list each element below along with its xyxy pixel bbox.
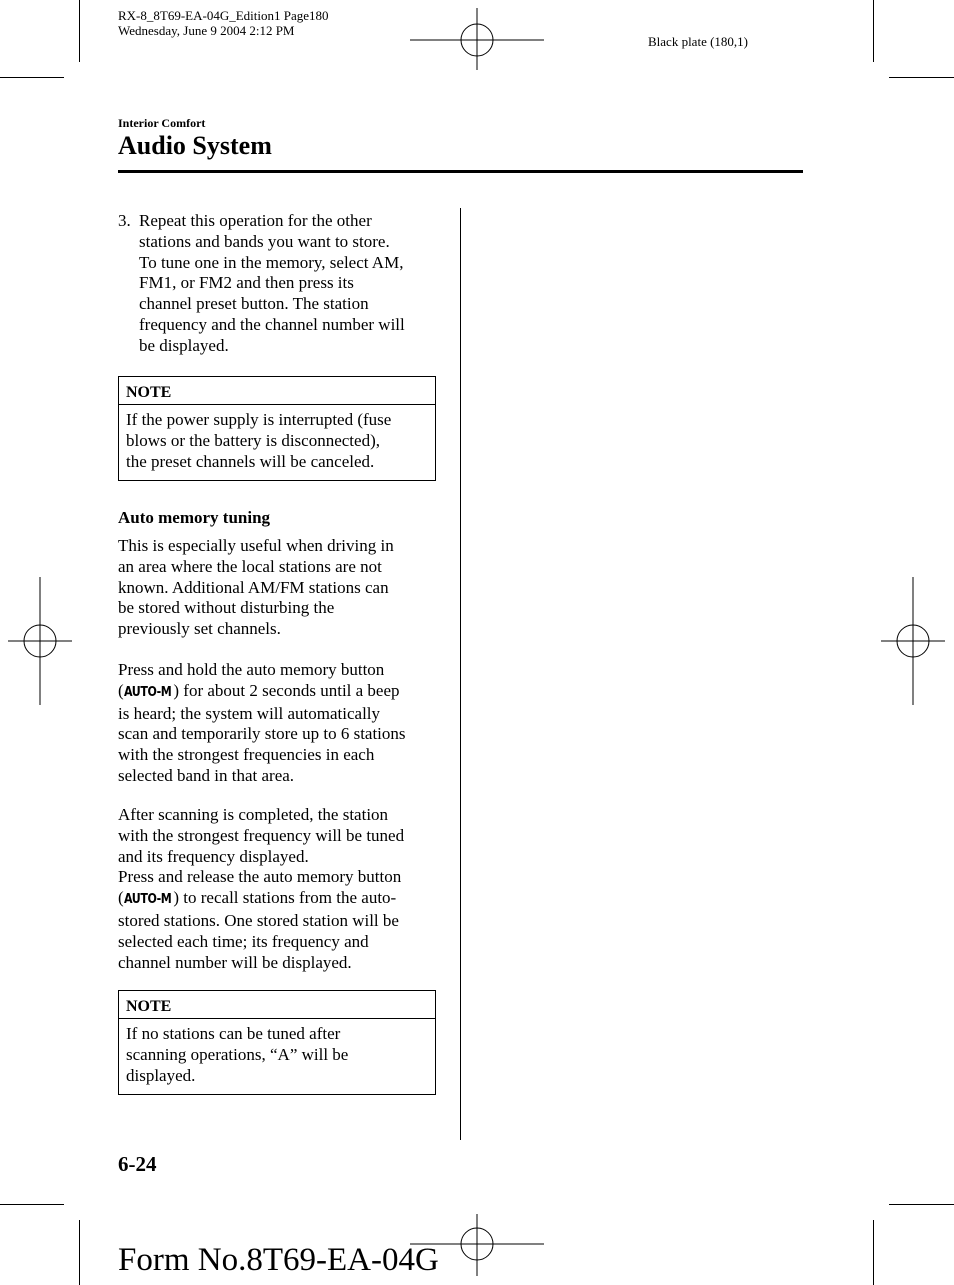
paren: ( (118, 888, 124, 908)
para-line: stored stations. One stored station will be (118, 910, 399, 930)
para-line: be stored without disturbing the (118, 598, 335, 618)
registration-mark-top (410, 8, 544, 70)
crop-mark (889, 1204, 954, 1205)
page-title: Audio System (118, 131, 272, 160)
step-line: Repeat this operation for the other (139, 211, 372, 230)
print-header-line1: RX-8_8T69-EA-04G_Edition1 Page180 (118, 8, 329, 23)
para-line: Press and release the auto memory button (118, 867, 402, 887)
para-line: channel number will be displayed. (118, 952, 352, 972)
step-line: channel preset button. The station (139, 294, 369, 314)
note-body (119, 1019, 435, 1094)
page-number: 6-24 (118, 1152, 157, 1176)
print-header-line2: Wednesday, June 9 2004 2:12 PM (118, 23, 295, 38)
crop-mark (79, 1220, 80, 1285)
note-line: blows or the battery is disconnected), (126, 430, 380, 450)
title-rule (118, 170, 803, 173)
para-line (118, 888, 438, 911)
step-text (139, 211, 439, 357)
step-line: FM1, or FM2 and then press its (139, 273, 354, 293)
para-line (118, 681, 438, 704)
crop-mark (873, 1220, 874, 1285)
note-line: If no stations can be tuned after (126, 1024, 341, 1043)
registration-mark-right (881, 577, 945, 705)
note-box-power (118, 376, 436, 481)
note-heading: NOTE (119, 377, 435, 405)
step-line: stations and bands you want to store. (139, 231, 390, 251)
step-number: 3. (118, 211, 131, 230)
plate-label: Black plate (180,1) (648, 34, 748, 49)
section-label: Interior Comfort (118, 116, 206, 130)
para-line: known. Additional AM/FM stations can (118, 577, 389, 597)
crop-mark (0, 77, 64, 78)
step-line: be displayed. (139, 335, 229, 355)
para-line: Press and hold the auto memory button (118, 660, 385, 679)
para-line: with the strongest frequencies in each (118, 745, 375, 765)
crop-mark (0, 1204, 64, 1205)
step-line: frequency and the channel number will (139, 314, 405, 334)
auto-memory-recall (118, 805, 438, 973)
para-line: and its frequency displayed. (118, 846, 309, 866)
para-line: selected each time; its frequency and (118, 931, 369, 951)
auto-m-button-icon: AUTO-M (123, 892, 172, 908)
step-line: To tune one in the memory, select AM, (139, 252, 404, 272)
column-divider (460, 208, 461, 1140)
note-box-no-stations (118, 990, 436, 1095)
auto-m-button-icon: AUTO-M (123, 684, 172, 700)
para-line: selected band in that area. (118, 765, 295, 785)
paren: ( (118, 680, 124, 700)
crop-mark (889, 77, 954, 78)
form-number: Form No.8T69-EA-04G (118, 1242, 439, 1278)
registration-mark-left (8, 577, 72, 705)
para-line: is heard; the system will automatically (118, 703, 381, 723)
crop-mark (79, 0, 80, 62)
note-line: the preset channels will be canceled. (126, 451, 375, 471)
para-line: previously set channels. (118, 619, 281, 639)
para-line: an area where the local stations are not (118, 556, 382, 576)
para-text: ) to recall stations from the auto- (173, 888, 397, 908)
note-line: scanning operations, “A” will be (126, 1044, 349, 1064)
note-body (119, 405, 435, 480)
auto-memory-store (118, 660, 438, 787)
auto-memory-intro (118, 536, 438, 640)
note-line: If the power supply is interrupted (fuse (126, 410, 392, 429)
note-heading: NOTE (119, 991, 435, 1019)
para-line: with the strongest frequency will be tuned (118, 825, 405, 845)
print-header-job (118, 8, 329, 38)
para-line: This is especially useful when driving in (118, 536, 394, 555)
note-line: displayed. (126, 1065, 196, 1085)
auto-memory-heading: Auto memory tuning (118, 508, 271, 527)
para-line: After scanning is completed, the station (118, 805, 389, 824)
para-line: scan and temporarily store up to 6 stations (118, 724, 406, 744)
crop-mark (873, 0, 874, 62)
para-text: ) for about 2 seconds until a beep (173, 680, 400, 700)
